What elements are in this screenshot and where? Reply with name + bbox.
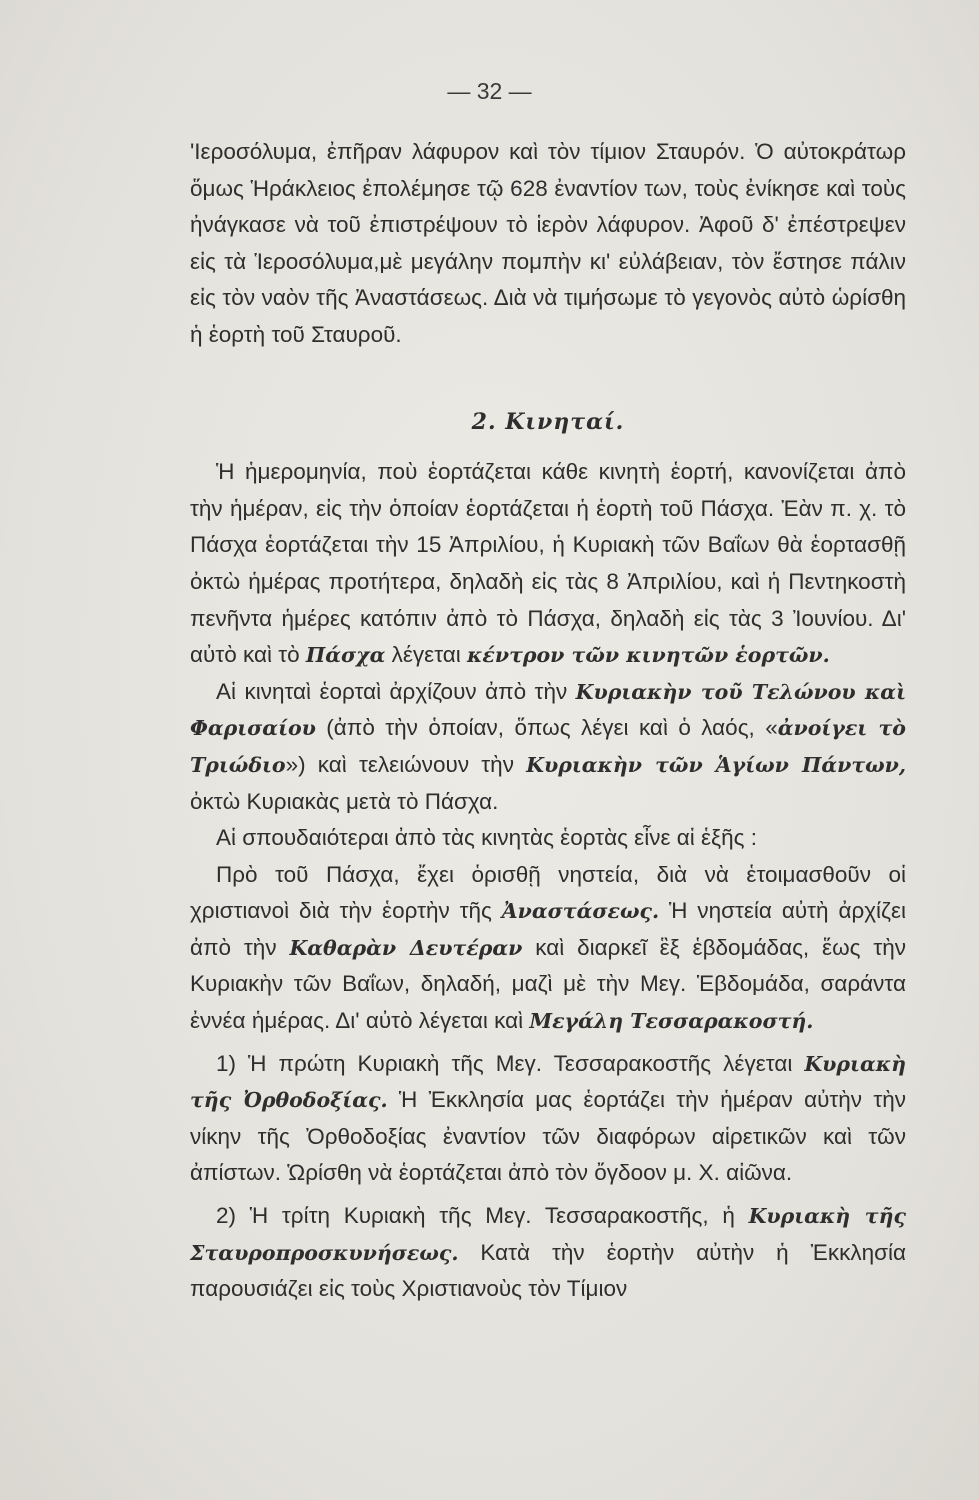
emphasis-text: Κυριακὴ τῆς Ὀρθοδοξίας.	[190, 1051, 906, 1113]
text-segment: λέγεται	[385, 642, 468, 668]
text-segment: ὀκτὼ Κυριακὰς μετὰ τὸ Πάσχα.	[190, 788, 499, 814]
paragraph	[190, 820, 906, 857]
text-segment: 'Ιεροσόλυμα, ἐπῆραν λάφυρον καὶ τὸν τίμιον Σταυρόν. Ὁ αὐτοκράτωρ ὅμως Ἡράκλειος ἐπολέμησε τῷ 628 ἐναντίον των, τοὺς ἐνίκησε καὶ τοὺς ἠνάγκασε νὰ τοῦ ἐπιστρέψουν τὸ ἱερὸν λάφυρον. Ἀφοῦ δ' ἐπέστρεψεν εἰς τὰ Ἱεροσόλυμα,μὲ μεγάλην πομπὴν κι' εὐλάβειαν, τὸν ἔστησε πάλιν εἰς τὸν ναὸν τῆς Ἀναστάσεως. Διὰ νὰ τιμήσωμε τὸ γεγονὸς αὐτὸ ὡρίσθη ἡ ἑορτὴ τοῦ Σταυροῦ.	[190, 139, 906, 347]
text-segment: Πρὸ τοῦ Πάσχα, ἔχει ὁρισθῇ νηστεία, διὰ νὰ ἑτοιμασθοῦν οἱ χριστιανοὶ διὰ τὴν ἑορτὴν τῆς	[190, 861, 906, 924]
paragraph	[190, 454, 906, 674]
paragraph	[190, 674, 906, 820]
emphasis-text: Κυριακὴν τῶν Ἁγίων Πάντων,	[526, 752, 907, 777]
emphasis-text: Μεγάλη Τεσσαρακοστή.	[529, 1009, 814, 1034]
paragraph	[190, 134, 906, 354]
text-segment: 2) Ἡ τρίτη Κυριακὴ τῆς Μεγ. Τεσσαρακοστῆς, ἡ	[216, 1203, 749, 1229]
text-segment: Ἡ Ἐκκλησία μας ἑορτάζει τὴν ἡμέραν αὐτὴν τὴν νίκην τῆς Ὀρθοδοξίας ἐναντίον τῶν διαφόρων αἱρετικῶν καὶ τῶν ἀπίστων. Ὡρίσθη νὰ ἑορτάζεται ἀπὸ τὸν ὄγδοον μ. Χ. αἰῶνα.	[190, 1087, 906, 1186]
emphasis-text: κέντρον τῶν κινητῶν ἑορτῶν.	[467, 643, 830, 668]
text-segment: (ἀπὸ τὴν ὁποίαν, ὅπως λέγει καὶ ὁ λαός, «	[315, 715, 778, 741]
text-segment: Ἡ ἡμερομηνία, ποὺ ἑορτάζεται κάθε κινητὴ ἑορτή, κανονίζεται ἀπὸ τὴν ἡμέραν, εἰς τὴν ὁποίαν ἑορτάζεται ἡ ἑορτὴ τοῦ Πάσχα. Ἐὰν π. χ. τὸ Πάσχα ἑορτάζεται τὴν 15 Ἀπριλίου, ἡ Κυριακὴ τῶν Βαΐων θὰ ἑορτασθῇ ὀκτὼ ἡμέρας προτήτερα, δηλαδὴ εἰς τὰς 8 Ἀπριλίου, καὶ ἡ Πεντηκοστὴ πενῆντα ἡμέρες κατόπιν ἀπὸ τὸ Πάσχα, δηλαδὴ εἰς τὰς 3 Ἰουνίου. Δι' αὐτὸ καὶ τὸ	[190, 459, 906, 668]
text-segment: 1) Ἡ πρώτη Κυριακὴ τῆς Μεγ. Τεσσαρακοστῆς λέγεται	[216, 1050, 805, 1076]
paragraph	[190, 1198, 906, 1308]
paragraph	[190, 857, 906, 1040]
page-number: — 32 —	[447, 78, 532, 104]
text-segment: καὶ διαρκεῖ ἓξ ἑβδομάδας, ἕως τὴν Κυριακὴν τῶν Βαΐων, δηλαδή, μαζὶ μὲ τὴν Μεγ. Ἑβδομάδα, σαράντα ἐννέα ἡμέρας. Δι' αὐτὸ λέγεται καὶ	[190, 934, 907, 1034]
text-segment: ») καὶ τελειώνουν τὴν	[285, 751, 527, 777]
emphasis-text: Ἀναστάσεως.	[501, 899, 660, 924]
text-segment: Αἱ σπουδαιότεραι ἀπὸ τὰς κινητὰς ἑορτὰς εἶνε αἱ ἑξῆς :	[216, 825, 757, 851]
section-paragraphs	[190, 454, 906, 1308]
emphasis-text: Κυριακὴ τῆς Σταυροπροσκυνήσεως.	[190, 1204, 906, 1265]
text-segment: Κατὰ τὴν ἑορτὴν αὐτὴν ἡ Ἐκκλησία παρουσιάζει εἰς τοὺς Χριστιανοὺς τὸν Τίμιον	[190, 1239, 906, 1302]
emphasis-text: Καθαρὰν Δευτέραν	[289, 935, 523, 960]
emphasis-text: Κυριακὴν τοῦ Τελώνου καὶ Φαρισαίου	[190, 679, 906, 741]
intro-paragraphs	[190, 134, 906, 354]
text-segment: Ἡ νηστεία αὐτὴ ἀρχίζει ἀπὸ τὴν	[190, 898, 907, 960]
paragraph	[190, 1046, 906, 1192]
body-text	[190, 134, 906, 1308]
emphasis-text: Πάσχα	[305, 643, 386, 668]
text-segment: Αἱ κινηταὶ ἑορταὶ ἀρχίζουν ἀπὸ τὴν	[216, 678, 576, 704]
section-heading: 2. Κινηταί.	[471, 408, 625, 435]
emphasis-text: ἀνοίγει τὸ Τριώδιο	[190, 716, 906, 777]
